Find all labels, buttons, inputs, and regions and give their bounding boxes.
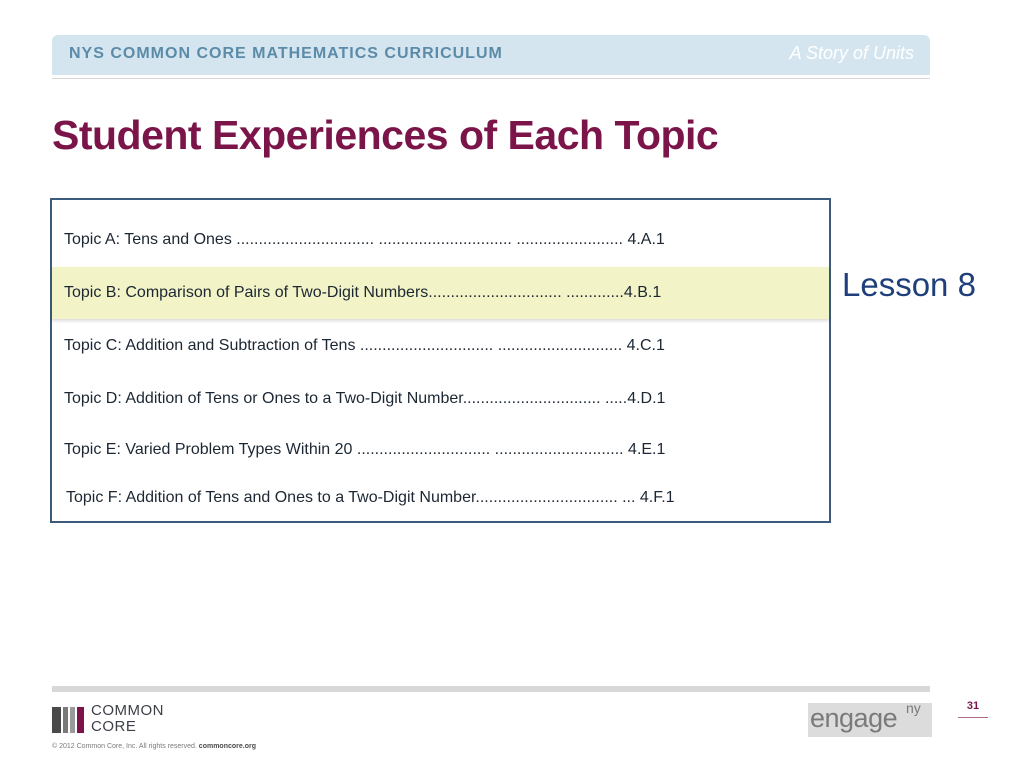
logo-line-common: COMMON (91, 702, 164, 719)
topic-text: Topic F: Addition of Tens and Ones to a Two-Digit Number................................ ... 4.F.1 (66, 489, 675, 506)
copyright-text: © 2012 Common Core, Inc. All rights reserved. (52, 743, 197, 750)
common-core-wordmark (91, 703, 164, 735)
logo-line-core: CORE (91, 718, 137, 735)
common-core-logo (52, 703, 192, 737)
topic-row-f (52, 472, 829, 524)
footer-divider (52, 686, 930, 692)
header-divider (52, 78, 930, 79)
topic-text: Topic B: Comparison of Pairs of Two-Digit Numbers.............................. .............4.B.1 (64, 284, 662, 301)
lesson-label: Lesson 8 (842, 266, 976, 303)
curriculum-title: NYS COMMON CORE MATHEMATICS CURRICULUM (69, 45, 503, 62)
engage-ny-superscript: ny (906, 700, 921, 716)
topic-row-d (52, 373, 829, 425)
topic-text: Topic C: Addition and Subtraction of Tens .............................. ............................ 4.C.1 (64, 337, 665, 354)
copyright-notice (52, 743, 256, 750)
header-bar (52, 35, 930, 75)
page-title: Student Experiences of Each Topic (52, 112, 719, 158)
topic-list (50, 198, 831, 523)
topic-text: Topic D: Addition of Tens or Ones to a Two-Digit Number............................... .....4.D.1 (64, 390, 666, 407)
common-core-bars-icon (52, 707, 84, 733)
page-number: 31 (966, 700, 980, 712)
topic-text: Topic A: Tens and Ones ............................... .............................. ........................ 4.A.1 (64, 231, 665, 248)
topic-row-e (52, 424, 829, 476)
topic-row-b (52, 267, 829, 319)
topic-row-c (52, 320, 829, 372)
engageny-logo (808, 700, 932, 737)
copyright-link[interactable]: commoncore.org (198, 743, 256, 750)
page-number-underline (958, 717, 988, 718)
topic-row-a (52, 214, 829, 266)
engage-wordmark: engage (810, 703, 898, 733)
topic-text: Topic E: Varied Problem Types Within 20 .............................. ............................. 4.E.1 (64, 441, 666, 458)
story-subtitle: A Story of Units (789, 43, 914, 63)
